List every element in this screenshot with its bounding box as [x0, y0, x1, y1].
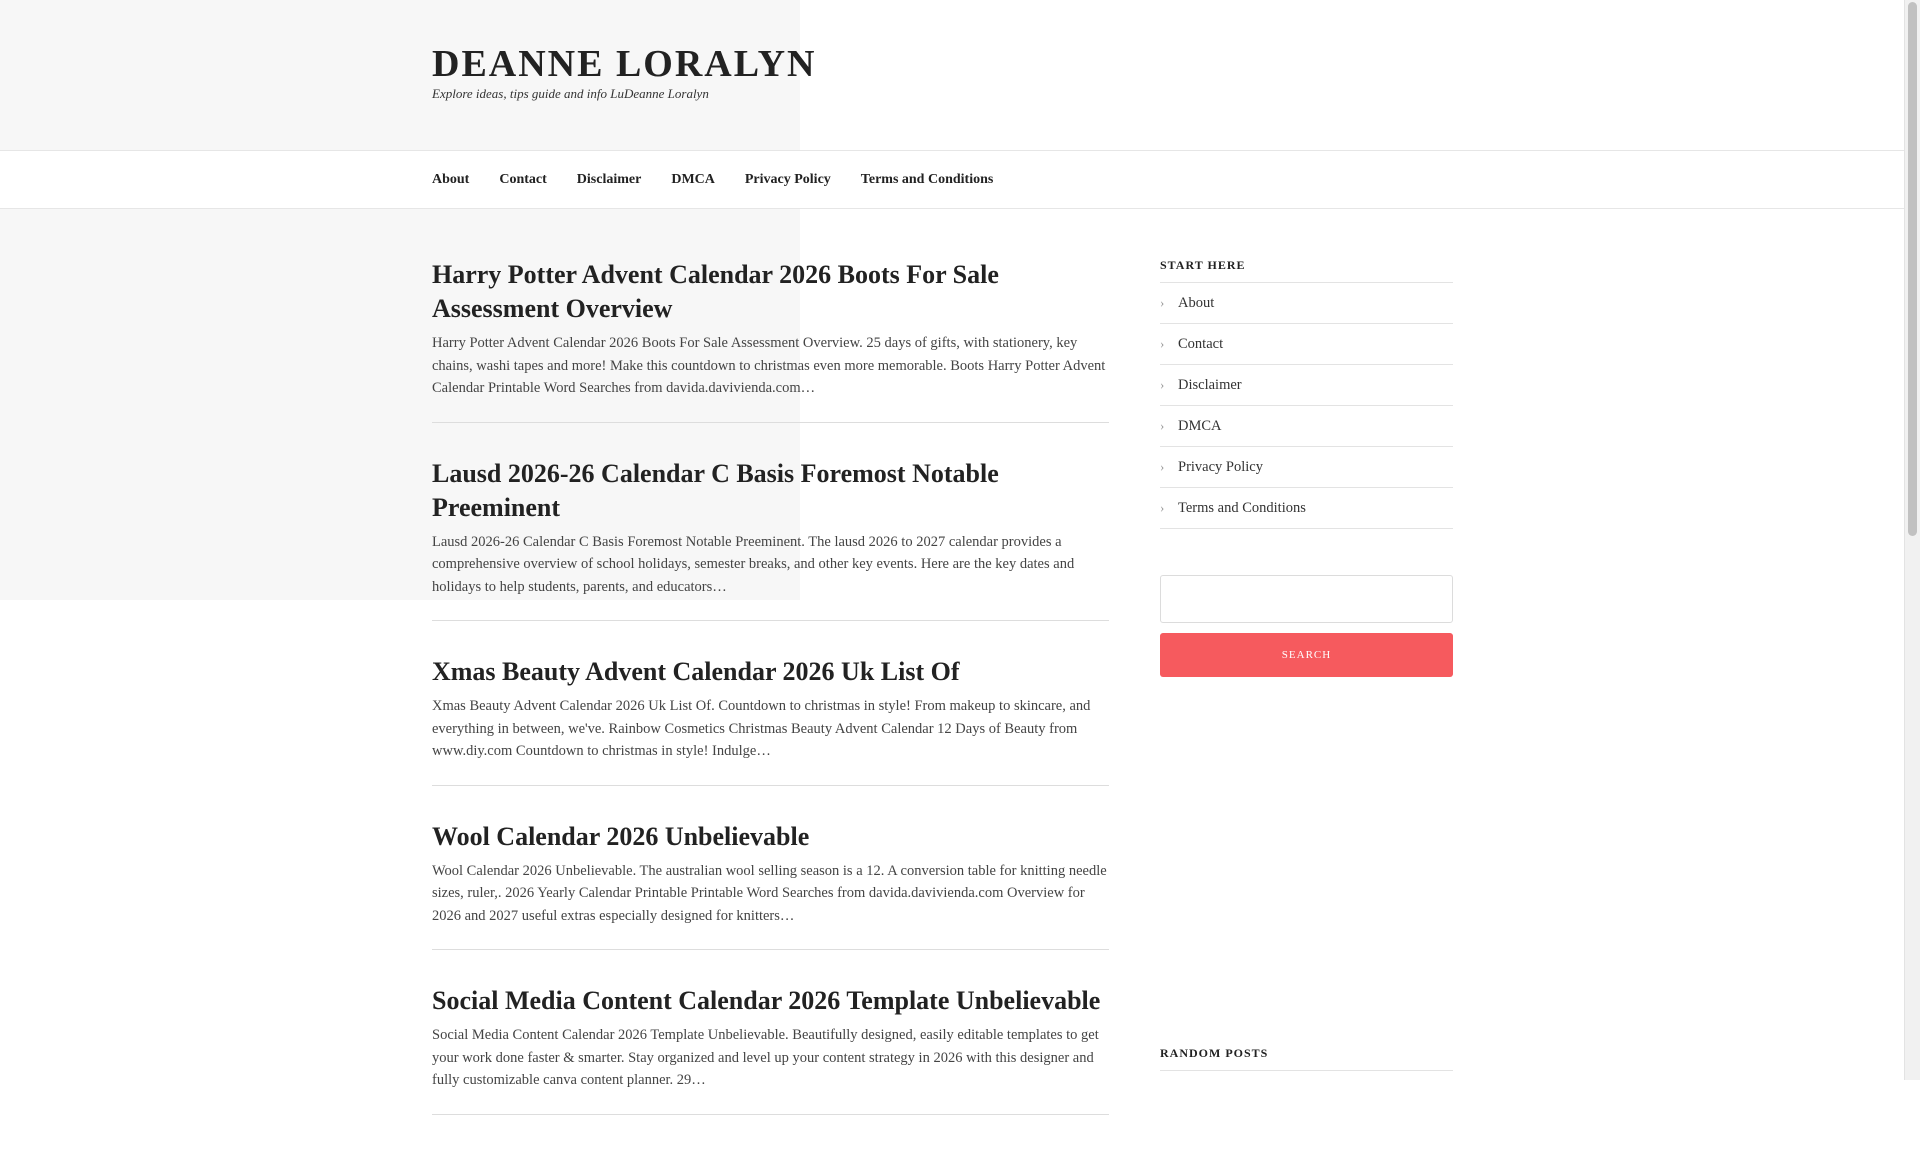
main-navigation	[0, 150, 1905, 209]
nav-link-privacy-policy[interactable]: Privacy Policy	[744, 172, 831, 187]
site-header	[0, 0, 1905, 150]
chevron-right-icon: ›	[1160, 377, 1165, 392]
scrollbar-thumb[interactable]	[1908, 2, 1917, 536]
post-title-link[interactable]: Wool Calendar 2026 Unbelievable	[432, 821, 810, 851]
start-here-item	[1160, 447, 1453, 488]
nav-link-dmca[interactable]: DMCA	[671, 172, 715, 187]
nav-link-about[interactable]: About	[432, 172, 470, 187]
post-item	[432, 984, 1109, 1115]
post-title-link[interactable]: Social Media Content Calendar 2026 Template Unbelievable	[432, 986, 1101, 1015]
post-item	[432, 258, 1109, 423]
search-button[interactable]: SEARCH	[1160, 633, 1453, 677]
post-excerpt: Wool Calendar 2026 Unbelievable. The australian wool selling season is a 12. A conversion table for knitting needle sizes, ruler,. 2026 Yearly Calendar Printable Printable Word Searches from davida.davivienda.com Overview for 2026 and 2027 useful extras especially designed for knitters…	[432, 862, 1107, 924]
page-scrollbar[interactable]	[1904, 0, 1920, 1080]
start-here-item	[1160, 488, 1453, 529]
nav-link-contact[interactable]: Contact	[499, 172, 547, 187]
chevron-right-icon: ›	[1160, 500, 1165, 515]
chevron-right-icon: ›	[1160, 336, 1165, 351]
site-tagline: Explore ideas, tips guide and info LuDeanne Loralyn	[432, 86, 709, 101]
post-title-link[interactable]: Lausd 2026-26 Calendar C Basis Foremost Notable Preeminent	[432, 458, 999, 522]
chevron-right-icon: ›	[1160, 459, 1165, 474]
post-title-link[interactable]: Xmas Beauty Advent Calendar 2026 Uk List Of	[432, 657, 960, 686]
post-excerpt: Harry Potter Advent Calendar 2026 Boots For Sale Assessment Overview. 25 days of gifts, with stationery, key chains, washi tapes and more! Make this countdown to christmas even more memorable. Boots Harry Potter Advent Calendar Printable Word Searches from davida.davivienda.com…	[432, 335, 1106, 396]
site-title[interactable]: DEANNE LORALYN	[432, 43, 817, 85]
chevron-right-icon: ›	[1160, 295, 1165, 310]
post-excerpt: Social Media Content Calendar 2026 Template Unbelievable. Beautifully designed, easily editable templates to get your work done faster & smarter. Stay organized and level up your content strategy in 2026 with this designer and fully customizable canva content planner. 29…	[432, 1027, 1099, 1088]
start-here-link-terms-and-conditions[interactable]: Terms and Conditions	[1178, 500, 1306, 516]
post-item	[432, 457, 1109, 622]
start-here-item	[1160, 365, 1453, 406]
start-here-link-contact[interactable]: Contact	[1178, 336, 1224, 352]
start-here-item	[1160, 283, 1453, 324]
nav-link-disclaimer[interactable]: Disclaimer	[576, 172, 642, 187]
search-input[interactable]	[1160, 575, 1453, 623]
start-here-link-dmca[interactable]: DMCA	[1178, 418, 1222, 434]
sidebar	[1160, 258, 1453, 1060]
post-list	[432, 258, 1109, 1149]
start-here-item	[1160, 324, 1453, 365]
post-item	[432, 820, 1109, 951]
post-excerpt: Xmas Beauty Advent Calendar 2026 Uk List Of. Countdown to christmas in style! From makeup to skincare, and everything in between, we've. Rainbow Cosmetics Christmas Beauty Advent Calendar 12 Days of Beauty from www.diy.com Countdown to christmas in style! Indulge…	[432, 698, 1091, 759]
random-posts-widget	[1160, 1046, 1453, 1071]
search-widget	[1160, 575, 1453, 677]
post-excerpt: Lausd 2026-26 Calendar C Basis Foremost Notable Preeminent. The lausd 2026 to 2027 calendar provides a comprehensive overview of school holidays, semester breaks, and other key events. Here are the key dates and holidays to help students, parents, and educators…	[432, 533, 1075, 595]
start-here-link-privacy-policy[interactable]: Privacy Policy	[1178, 459, 1263, 475]
nav-link-terms-and-conditions[interactable]: Terms and Conditions	[860, 172, 994, 187]
start-here-link-about[interactable]: About	[1178, 295, 1215, 311]
start-here-heading: START HERE	[1160, 258, 1453, 283]
random-posts-heading: RANDOM POSTS	[1160, 1046, 1453, 1071]
start-here-link-disclaimer[interactable]: Disclaimer	[1178, 377, 1242, 393]
chevron-right-icon: ›	[1160, 418, 1165, 433]
start-here-item	[1160, 406, 1453, 447]
start-here-list	[1160, 283, 1453, 529]
post-title-link[interactable]: Harry Potter Advent Calendar 2026 Boots For Sale Assessment Overview	[432, 260, 999, 323]
post-item	[432, 655, 1109, 786]
